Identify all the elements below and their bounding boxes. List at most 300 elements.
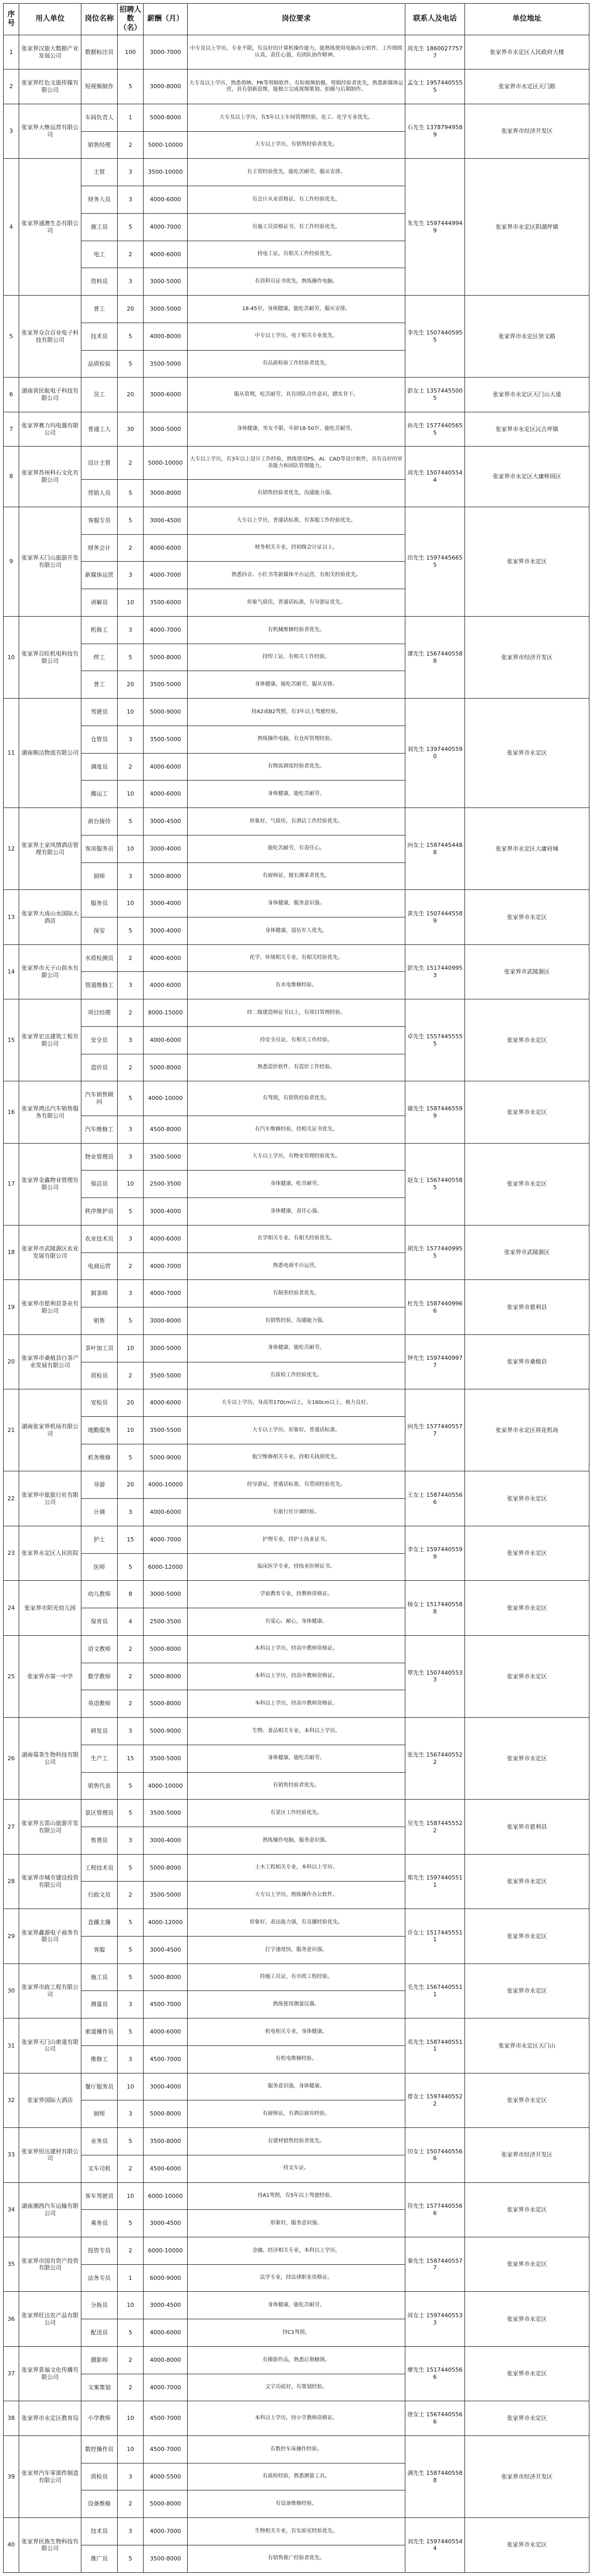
- position-name: 短视频制作: [81, 69, 118, 104]
- employer-name: 张家界金鑫物业管理有限公司: [19, 1143, 81, 1225]
- hire-count: 5: [118, 2210, 144, 2237]
- job-requirements: 有品质检验工作经验者优先。: [188, 350, 405, 378]
- job-requirements: 学前教育专业，持教师资格证。: [188, 1581, 405, 1608]
- hire-count: 3: [118, 1116, 144, 1143]
- position-name: 资料员: [81, 268, 118, 296]
- hire-count: 3: [118, 1718, 144, 1745]
- row-index: 37: [4, 2346, 19, 2401]
- table-row: [4, 412, 589, 446]
- hire-count: 20: [118, 671, 144, 699]
- row-index: 27: [4, 1800, 19, 1854]
- table-row: [4, 507, 589, 535]
- job-requirements: 持导游证，普通话标准，有带团经验优先。: [188, 1471, 405, 1499]
- job-requirements: 身体健康，退伍军人优先。: [188, 917, 405, 945]
- hire-count: 2: [118, 999, 144, 1027]
- employer-name: 张家界中旅旅行社有限公司: [19, 1471, 81, 1526]
- job-requirements: 持二级建造师证书以上，有项目管理经验。: [188, 999, 405, 1027]
- employer-address: 张家界市永定区: [465, 2292, 589, 2346]
- salary-range: 5000-8000: [144, 1663, 188, 1690]
- contact-info: 周先生 15074405544: [405, 447, 465, 507]
- row-index: 21: [4, 1389, 19, 1471]
- employer-name: 湖南莓茶生物科技有限公司: [19, 1718, 81, 1800]
- employer-address: 张家界市永定区天门山大道: [465, 378, 589, 412]
- position-name: 测量员: [81, 1991, 118, 2018]
- employer-address: 张家界市经济开发区: [465, 2128, 589, 2182]
- position-name: 电商运营: [81, 1252, 118, 1280]
- position-name: 保洁员: [81, 1171, 118, 1198]
- hire-count: 2: [118, 2346, 144, 2374]
- salary-range: 4000-7000: [144, 562, 188, 589]
- position-name: 厨师: [81, 862, 118, 890]
- header-employer: 用人单位: [19, 4, 81, 35]
- position-name: 讲解员: [81, 589, 118, 617]
- salary-range: 4500-6000: [144, 2155, 188, 2182]
- table-row: [4, 1526, 589, 1553]
- job-requirements: 18-45岁，身体健康，能吃苦耐劳，服从安排。: [188, 296, 405, 323]
- position-name: 客服: [81, 1936, 118, 1964]
- table-row: [4, 808, 589, 836]
- hire-count: 3: [118, 1827, 144, 1855]
- salary-range: 2500-3500: [144, 1171, 188, 1198]
- contact-info: 周女士 15974405533: [405, 2292, 465, 2346]
- position-name: 小学教师: [81, 2401, 118, 2435]
- job-requirements: 有机械维修经验者优先。: [188, 616, 405, 644]
- job-requirements: 文字功底好，有策划经验。: [188, 2374, 405, 2401]
- contact-info: 田先生 15974456655: [405, 507, 465, 617]
- employer-address: 张家界市永定区大庸桥园区: [465, 447, 589, 507]
- salary-range: 4000-6000: [144, 241, 188, 268]
- employer-name: 张家界通澳生态有限公司: [19, 159, 81, 296]
- job-requirements: 航空维修相关专业，持相关执照优先。: [188, 1444, 405, 1471]
- salary-range: 4000-8000: [144, 2346, 188, 2374]
- table-row: [4, 1225, 589, 1252]
- hire-count: 2: [118, 1882, 144, 1909]
- contact-info: 田女士 15074405566: [405, 2128, 465, 2182]
- salary-range: 4000-8000: [144, 323, 188, 350]
- row-index: 23: [4, 1526, 19, 1580]
- hire-count: 5: [118, 69, 144, 104]
- contact-info: 覃先生 15074405533: [405, 1635, 465, 1717]
- position-name: 设计主管: [81, 447, 118, 480]
- job-requirements: 中专及以上学历，专业不限，有良好的计算机操作能力，能熟练使用电脑办公软件，工作细致认真，责任心强，有团队协作精神。: [188, 35, 405, 69]
- employer-name: 张家界天门山索道有限公司: [19, 2018, 81, 2073]
- job-requirements: 有汽车维修经验，持相关证书优先。: [188, 1116, 405, 1143]
- hire-count: 10: [118, 2073, 144, 2100]
- hire-count: 5: [118, 1444, 144, 1471]
- job-requirements: 大专及以上学历，熟悉剪映、PR等剪辑软件，有短视频拍摄、剪辑经验者优先，熟悉新媒体运营，具有创新思维，能独立完成视频策划、拍摄与后期制作。: [188, 69, 405, 104]
- row-index: 14: [4, 944, 19, 999]
- employer-address: 张家界市永定区: [465, 890, 589, 944]
- position-name: 施工员: [81, 213, 118, 241]
- position-name: 语文教师: [81, 1635, 118, 1663]
- job-requirements: 有设备维修经验。: [188, 2490, 405, 2518]
- table-row: [4, 699, 589, 726]
- hire-count: 5: [118, 323, 144, 350]
- job-requirements: 金融、经济相关专业，本科以上学历。: [188, 2237, 405, 2265]
- row-index: 1: [4, 35, 19, 69]
- employer-address: 张家界市永定区大庸府城: [465, 808, 589, 890]
- hire-count: 2: [118, 1690, 144, 1718]
- job-requirements: 有厨师证，擅长湘菜者优先。: [188, 862, 405, 890]
- employer-address: 张家界市永定区: [465, 1471, 589, 1526]
- row-index: 11: [4, 699, 19, 808]
- row-index: 17: [4, 1143, 19, 1225]
- salary-range: 4000-7000: [144, 616, 188, 644]
- job-requirements: 有销售推广经验者优先。: [188, 2545, 405, 2572]
- job-requirements: 大专以上学历，形象好，普通话标准。: [188, 1416, 405, 1444]
- salary-range: 4000-10000: [144, 1471, 188, 1499]
- table-row: [4, 2073, 589, 2100]
- position-name: 普工: [81, 296, 118, 323]
- hire-count: 2: [118, 1663, 144, 1690]
- job-requirements: 有旅行社计调经验。: [188, 1499, 405, 1526]
- row-index: 6: [4, 378, 19, 412]
- table-row: [4, 616, 589, 644]
- position-name: 汽车销售顾问: [81, 1081, 118, 1116]
- row-index: 31: [4, 2018, 19, 2073]
- row-index: 12: [4, 808, 19, 890]
- job-requirements: 本科以上学历，持高中教师资格证。: [188, 1690, 405, 1718]
- salary-range: 3000-5000: [144, 412, 188, 446]
- position-name: 驾驶员: [81, 699, 118, 726]
- position-name: 英语教师: [81, 1690, 118, 1718]
- employer-address: 张家界市永定区: [465, 1909, 589, 1964]
- salary-range: 5000-8000: [144, 644, 188, 671]
- row-index: 22: [4, 1471, 19, 1526]
- job-requirements: 持A2或B2驾照，有3年以上驾驶经验。: [188, 699, 405, 726]
- employer-address: 张家界市经济开发区: [465, 616, 589, 698]
- position-name: 业务员: [81, 2128, 118, 2155]
- hire-count: 10: [118, 890, 144, 917]
- hire-count: 10: [118, 781, 144, 808]
- hire-count: 3: [118, 1499, 144, 1526]
- hire-count: 3: [118, 1991, 144, 2018]
- salary-range: 3000-4000: [144, 835, 188, 862]
- salary-range: 3000-4000: [144, 1827, 188, 1855]
- contact-info: 胡先生 15774409955: [405, 1225, 465, 1279]
- salary-range: 5000-10000: [144, 447, 188, 480]
- employer-name: 张家界鸿达汽车销售服务有限公司: [19, 1081, 81, 1143]
- hire-count: 100: [118, 35, 144, 69]
- employer-name: 张家界永定区人民医院: [19, 1526, 81, 1580]
- salary-range: 3000-5000: [144, 1581, 188, 1608]
- employer-name: 张家界民族生物科技有限公司: [19, 2518, 81, 2572]
- hire-count: 5: [118, 1772, 144, 1800]
- job-requirements: 大专以上学历，普通话标准，有客服工作经验优先。: [188, 507, 405, 535]
- position-name: 客车驾驶员: [81, 2182, 118, 2210]
- contact-info: 许女士 15174455511: [405, 1909, 465, 1964]
- position-name: 法务专员: [81, 2264, 118, 2292]
- employer-address: 张家界市永定区: [465, 2518, 589, 2572]
- salary-range: 3500-6000: [144, 589, 188, 617]
- hire-count: 2: [118, 241, 144, 268]
- job-requirements: 形象好，表达能力强，有直播经验优先。: [188, 1909, 405, 1937]
- job-requirements: 有销售经验者优先。: [188, 1772, 405, 1800]
- employer-address: 张家界市永定区: [465, 999, 589, 1081]
- job-requirements: 有景区工作经验优先。: [188, 1800, 405, 1827]
- job-requirements: 持焊工证，有相关工作经验。: [188, 644, 405, 671]
- employer-address: 张家界市永定区: [465, 699, 589, 808]
- salary-range: 3000-8000: [144, 69, 188, 104]
- hire-count: 3: [118, 2045, 144, 2073]
- job-requirements: 大专及以上学历，有5年以上车间管理经验，化工、化学专业优先。: [188, 104, 405, 131]
- hire-count: 3: [118, 1026, 144, 1054]
- position-name: 厨师: [81, 2100, 118, 2128]
- table-row: [4, 159, 589, 186]
- row-index: 30: [4, 1964, 19, 2018]
- salary-range: 5000-8000: [144, 104, 188, 131]
- row-index: 4: [4, 159, 19, 296]
- salary-range: 8000-15000: [144, 999, 188, 1027]
- contact-info: 谭先生 15674405588: [405, 616, 465, 698]
- row-index: 39: [4, 2435, 19, 2517]
- contact-info: 张先生 15674405522: [405, 1718, 465, 1800]
- position-name: 乘务员: [81, 2210, 118, 2237]
- hire-count: 10: [118, 835, 144, 862]
- salary-range: 3500-5000: [144, 1745, 188, 1772]
- contact-info: 周先生 18600277577: [405, 35, 465, 69]
- position-name: 景区管理员: [81, 1800, 118, 1827]
- job-requirements: 持施工员证，有市政工程经验。: [188, 1964, 405, 1991]
- contact-info: 曾女士 15974405522: [405, 2073, 465, 2127]
- header-requirements: 岗位要求: [188, 4, 405, 35]
- hire-count: 5: [118, 350, 144, 378]
- salary-range: 4000-7000: [144, 2374, 188, 2401]
- table-row: [4, 1800, 589, 1827]
- employer-name: 张家界宏达建筑工程有限公司: [19, 999, 81, 1081]
- salary-range: 5000-8000: [144, 2100, 188, 2128]
- position-name: 工程技术员: [81, 1854, 118, 1882]
- salary-range: 4000-6000: [144, 1499, 188, 1526]
- position-name: 护士: [81, 1526, 118, 1553]
- hire-count: 5: [118, 917, 144, 945]
- hire-count: 4: [118, 1608, 144, 1636]
- job-requirements: 大专以上学历，有物业管理经验优先。: [188, 1143, 405, 1171]
- employer-name: 张家界五雷山旅游开发有限公司: [19, 1800, 81, 1854]
- position-name: 安检员: [81, 1389, 118, 1417]
- hire-count: 2: [118, 534, 144, 562]
- row-index: 29: [4, 1909, 19, 1964]
- position-name: 营销人员: [81, 480, 118, 507]
- row-index: 28: [4, 1854, 19, 1909]
- table-row: [4, 1334, 589, 1362]
- position-name: 新媒体运营: [81, 562, 118, 589]
- hire-count: 10: [118, 2401, 144, 2435]
- salary-range: 4000-6000: [144, 944, 188, 972]
- salary-range: 2500-3500: [144, 1608, 188, 1636]
- job-requirements: 身体健康，能吃苦耐劳，服从安排。: [188, 671, 405, 699]
- salary-range: 5000-9000: [144, 1718, 188, 1745]
- table-row: [4, 2237, 589, 2265]
- salary-range: 4500-8000: [144, 1116, 188, 1143]
- row-index: 8: [4, 447, 19, 507]
- employer-address: 张家界市经济开发区: [465, 104, 589, 158]
- hire-count: 10: [118, 2182, 144, 2210]
- hire-count: 5: [118, 1854, 144, 1882]
- hire-count: 3: [118, 862, 144, 890]
- employer-address: 张家界市永定区: [465, 2073, 589, 2127]
- position-name: 数据标注员: [81, 35, 118, 69]
- table-row: [4, 999, 589, 1027]
- position-name: 技术员: [81, 2518, 118, 2545]
- salary-range: 3000-4500: [144, 1936, 188, 1964]
- position-name: 普工: [81, 671, 118, 699]
- employer-name: 张家界市天子山供水有限公司: [19, 944, 81, 999]
- job-requirements: 有销售经验者优先，沟通能力强。: [188, 480, 405, 507]
- row-index: 35: [4, 2237, 19, 2292]
- hire-count: 3: [118, 159, 144, 186]
- contact-info: 向先生 15774405577: [405, 1389, 465, 1471]
- job-requirements: 打字速度快，服务意识强。: [188, 1936, 405, 1964]
- employer-address: 张家界市永定区阳湖坪镇: [465, 159, 589, 296]
- salary-range: 4000-6000: [144, 534, 188, 562]
- salary-range: 6000-10000: [144, 2182, 188, 2210]
- job-requirements: 身体健康，责任心强。: [188, 1198, 405, 1226]
- job-requirements: 化学、环境相关专业，有相关经验优先。: [188, 944, 405, 972]
- position-name: 推广员: [81, 2545, 118, 2572]
- table-row: [4, 1635, 589, 1663]
- table-row: [4, 890, 589, 917]
- job-requirements: 本科以上学历，持高中教师资格证。: [188, 1635, 405, 1663]
- table-row: [4, 1581, 589, 1608]
- header-index: 序号: [4, 4, 19, 35]
- position-name: 财务会计: [81, 534, 118, 562]
- employer-name: 张家界市第一中学: [19, 1635, 81, 1717]
- salary-range: 3000-4000: [144, 890, 188, 917]
- position-name: 幼儿教师: [81, 1581, 118, 1608]
- salary-range: 4000-6000: [144, 1389, 188, 1417]
- row-index: 13: [4, 890, 19, 944]
- job-requirements: 有摄影作品，熟悉后期修图。: [188, 2346, 405, 2374]
- job-requirements: 有质检工作经验优先。: [188, 1362, 405, 1389]
- hire-count: 5: [118, 1964, 144, 1991]
- hire-count: 2: [118, 1635, 144, 1663]
- contact-info: 谢先生 15874465599: [405, 1081, 465, 1143]
- position-name: 搬运工: [81, 781, 118, 808]
- position-name: 配送员: [81, 2319, 118, 2347]
- employer-address: 张家界市永定区人民政府大楼: [465, 35, 589, 69]
- job-requirements: 熟悉抖音、小红书等新媒体平台运营，有相关经验优先。: [188, 562, 405, 589]
- row-index: 32: [4, 2073, 19, 2127]
- position-name: 财务人员: [81, 186, 118, 214]
- job-requirements: 大专以上学历，身高男170cm以上，女160cm以上，视力良好。: [188, 1389, 405, 1417]
- salary-range: 4000-6000: [144, 2319, 188, 2347]
- employer-name: 张家界众合百业电子科技有限公司: [19, 296, 81, 378]
- hire-count: 2: [118, 2155, 144, 2182]
- employer-name: 张家界红色文旅传媒有限公司: [19, 69, 81, 104]
- row-index: 26: [4, 1718, 19, 1800]
- position-name: 直播主播: [81, 1909, 118, 1937]
- row-index: 7: [4, 412, 19, 446]
- position-name: 安全员: [81, 1026, 118, 1054]
- job-requirements: 持叉车证。: [188, 2155, 405, 2182]
- employer-address: 张家界市永定区沅古坪镇: [465, 412, 589, 446]
- employer-address: 张家界市永定区崇文路: [465, 296, 589, 378]
- employer-address: 张家界市慈利县: [465, 1280, 589, 1334]
- salary-range: 4500-7000: [144, 2435, 188, 2463]
- position-name: 项目经理: [81, 999, 118, 1027]
- position-name: 电工: [81, 241, 118, 268]
- contact-info: 赵女士 15674405585: [405, 1143, 465, 1225]
- header-address: 单位地址: [465, 4, 589, 35]
- job-requirements: 能吃苦耐劳，有责任心。: [188, 835, 405, 862]
- employer-name: 张家界汉旅大数据产业发展公司: [19, 35, 81, 69]
- employer-name: 张家界大维运营有限公司: [19, 104, 81, 158]
- job-requirements: 有质检经验，熟悉测量工具。: [188, 2463, 405, 2490]
- hire-count: 5: [118, 1936, 144, 1964]
- row-index: 20: [4, 1334, 19, 1389]
- hire-count: 30: [118, 412, 144, 446]
- header-count: 招聘人数（名）: [118, 4, 144, 35]
- employer-name: 湖南湘西汽车运输有限公司: [19, 2182, 81, 2237]
- position-name: 销售: [81, 1307, 118, 1335]
- position-name: 行政文员: [81, 1882, 118, 1909]
- row-index: 16: [4, 1081, 19, 1143]
- table-row: [4, 1280, 589, 1307]
- job-requirements: 服务意识强，身体健康。: [188, 2073, 405, 2100]
- employer-name: 张家界百旺机电科技有限公司: [19, 616, 81, 698]
- position-name: 员工: [81, 378, 118, 412]
- employer-address: 张家界市永定区: [465, 507, 589, 617]
- table-row: [4, 1854, 589, 1882]
- table-row: [4, 2518, 589, 2545]
- salary-range: 3000-4000: [144, 1198, 188, 1226]
- contact-info: 邓先生 15874405511: [405, 2018, 465, 2073]
- position-name: 医师: [81, 1553, 118, 1581]
- employer-name: 张家界苏州科石文化有限公司: [19, 447, 81, 507]
- hire-count: 3: [118, 616, 144, 644]
- row-index: 38: [4, 2401, 19, 2435]
- salary-range: 6000-9000: [144, 2264, 188, 2292]
- position-name: 品质检验: [81, 350, 118, 378]
- row-index: 40: [4, 2518, 19, 2572]
- hire-count: 5: [118, 808, 144, 836]
- hire-count: 1: [118, 104, 144, 131]
- hire-count: 3: [118, 2463, 144, 2490]
- table-row: [4, 1389, 589, 1417]
- job-requirements: 身体健康，吃苦耐劳。: [188, 1171, 405, 1198]
- hire-count: 5: [118, 2545, 144, 2572]
- job-requirements: 有物流调度经验者优先。: [188, 753, 405, 781]
- employer-name: 张家界赛力玛电器有限公司: [19, 412, 81, 446]
- salary-range: 3000-7000: [144, 35, 188, 69]
- position-name: 销售代表: [81, 1772, 118, 1800]
- job-requirements: 机电相关专业，身体健康。: [188, 2018, 405, 2046]
- header-contact: 联系人及电话: [405, 4, 465, 35]
- position-name: 保安: [81, 917, 118, 945]
- hire-count: 5: [118, 480, 144, 507]
- salary-range: 3500-5000: [144, 350, 188, 378]
- row-index: 2: [4, 69, 19, 104]
- employer-name: 张家界市武陵源区农业发展有限公司: [19, 1225, 81, 1279]
- salary-range: 6000-10000: [144, 2237, 188, 2265]
- job-requirements: 土木工程相关专业，本科以上学历。: [188, 1854, 405, 1882]
- hire-count: 3: [118, 2518, 144, 2545]
- position-name: 销售经理: [81, 131, 118, 159]
- row-index: 10: [4, 616, 19, 698]
- position-name: 生产工: [81, 1745, 118, 1772]
- job-requirements: 身体健康，能吃苦耐劳。: [188, 781, 405, 808]
- employer-name: 张家界旺达农产品有限公司: [19, 2292, 81, 2346]
- row-index: 9: [4, 507, 19, 617]
- recruitment-table: [3, 3, 589, 2573]
- hire-count: 5: [118, 644, 144, 671]
- table-row: [4, 1964, 589, 1991]
- position-name: 施工员: [81, 1964, 118, 1991]
- job-requirements: 持A1驾照，有5年以上驾驶经验。: [188, 2182, 405, 2210]
- contact-info: 黄先生 15074445589: [405, 890, 465, 944]
- employer-address: 张家界市永定区: [465, 1635, 589, 1717]
